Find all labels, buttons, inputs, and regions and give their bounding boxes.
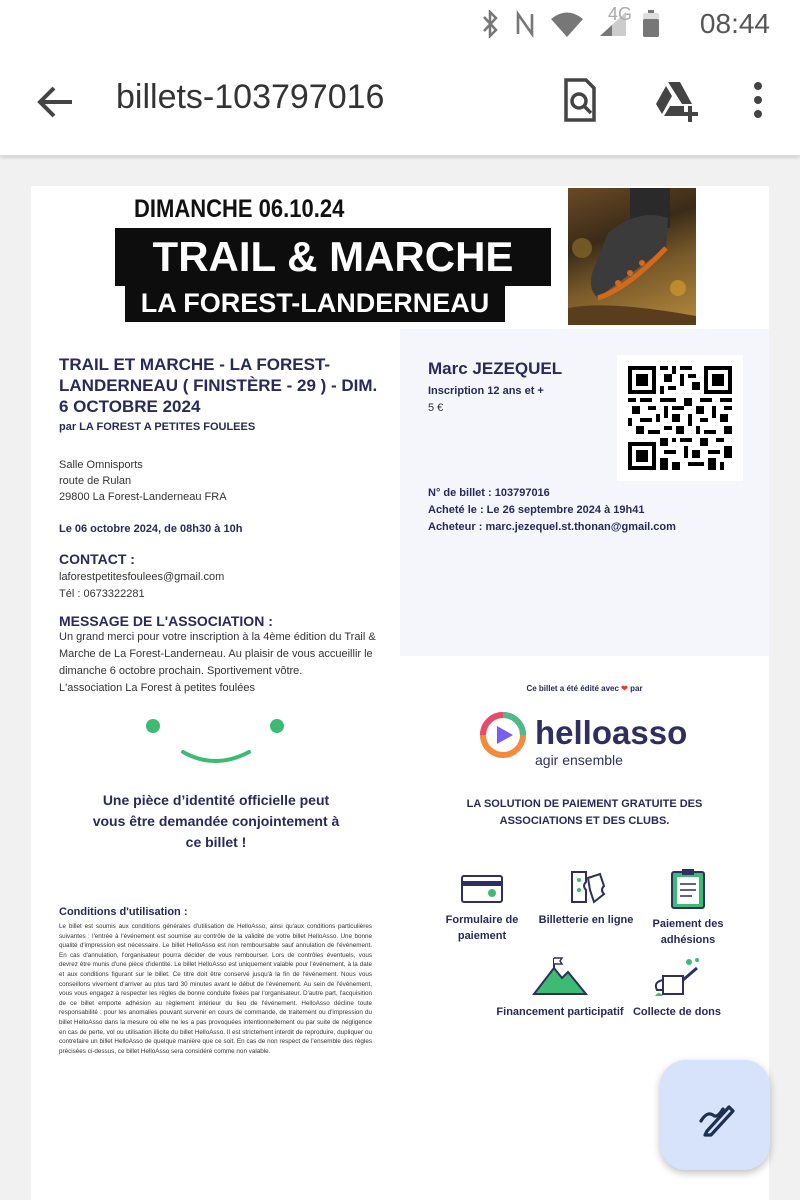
- banner-headline: TRAIL & MARCHE: [115, 228, 551, 286]
- slogan-line: LA SOLUTION DE PAIEMENT GRATUITE DES: [466, 798, 703, 810]
- feature-label: Collecte de dons: [632, 1006, 722, 1018]
- helloasso-slogan: [400, 796, 769, 830]
- event-address: [59, 457, 379, 505]
- back-arrow-icon[interactable]: [34, 80, 78, 124]
- helloasso-name: helloasso: [535, 714, 688, 751]
- feature-ticketing: [531, 868, 641, 928]
- feature-label: Paiement des adhésions: [652, 918, 724, 946]
- status-icons: [480, 10, 660, 38]
- tickets-icon: [564, 868, 608, 906]
- mountain-flag-icon: [532, 956, 588, 998]
- app-bar: [0, 48, 800, 156]
- clock: 08:44: [699, 8, 770, 39]
- conditions-text: Le billet est soumis aux conditions générales d'utilisation de HelloAsso, ainsi qu'aux conditions particulières suivantes : l'entrée à l'événement est soumise au contrôle de la validité de votre billet HelloAsso. Une bonne qualité d'impression est nécessaire. Le billet HelloAsso est non remboursable sauf annulation de l'événement. En cas d'annulation, l'organisateur pourra décider de vous rembourser. Lors de contrôles éventuels, vous devrez être munis d'une pièce d'identité. Le billet HelloAsso est uniquement valable pour l'événement, à la date et aux conditions figurant sur le billet. Ce titre doit être conservé jusqu'à la fin de l'événement. Nous vous conseillons vivement d'arriver au plus tard 30 minutes avant le début de l'événement. Au sein de l'événement, vous vous engagez à respecter les règles de bonne conduite fixées par l'organisateur. D'autre part, l'acquisition de ce billet emporte adhésion au règlement intérieur du lieu de l'événement. HelloAsso décline toute responsabilité : pour les anomalies pouvant survenir en cours de commande, de traitement ou d'impression du billet HelloAsso dans la mesure où elle ne les a pas provoquées intentionnellement ou par suite de négligence en cas de perte, vol ou utilisation illicite du billet HelloAsso. Il est strictement interdit de reproduire, dupliquer ou contrefaire un billet HelloAsso de quelque manière que ce soit. En cas de non respect de l'ensemble des règles précisées ci-dessus, ce billet HelloAsso sera considéré comme non valable.: [59, 923, 372, 1055]
- edited-suffix: par: [630, 684, 643, 693]
- drive-add-icon[interactable]: [652, 76, 700, 124]
- event-organizer: par LA FOREST A PETITES FOULEES: [59, 421, 256, 433]
- message-body: Un grand merci pour votre inscription à la 4ème édition du Trail & Marche de La Forest-Landerneau. Au plaisir de vous accueillir le dimanche 6 octobre prochain. Sportivement vôtre.: [59, 631, 376, 677]
- nfc-icon: [514, 10, 536, 38]
- event-details: [59, 354, 379, 697]
- edited-with: [400, 684, 769, 693]
- feature-label: Billetterie en ligne: [538, 914, 634, 926]
- message-signature: L'association La Forest à petites foulées: [59, 682, 255, 694]
- credit-card-icon: [460, 868, 504, 906]
- wifi-icon: [550, 10, 584, 38]
- conditions-title: Conditions d'utilisation :: [59, 906, 188, 918]
- banner-location: LA FOREST-LANDERNEAU: [125, 284, 505, 322]
- event-banner: [31, 186, 769, 329]
- message-heading: MESSAGE DE L'ASSOCIATION :: [59, 613, 273, 629]
- watering-can-icon: [649, 956, 705, 998]
- smiley-illustration: [141, 710, 291, 770]
- annotate-fab[interactable]: [660, 1060, 770, 1170]
- ticket-info: [428, 485, 676, 536]
- feature-memberships: [633, 868, 743, 948]
- search-document-icon[interactable]: [556, 76, 604, 124]
- ticket-panel: [400, 329, 769, 687]
- slogan-line: ASSOCIATIONS ET DES CLUBS.: [499, 815, 670, 827]
- ticket-category: Inscription 12 ans et +: [428, 385, 544, 397]
- pen-draw-icon: [693, 1093, 737, 1137]
- ticket-purchase-date: Acheté le : Le 26 septembre 2024 à 19h41: [428, 504, 645, 516]
- banner-photo: [568, 188, 696, 325]
- id-notice: Une pièce d’identité officielle peut vous être demandée conjointement à ce billet !: [92, 792, 340, 850]
- helloasso-panel: [400, 656, 769, 1108]
- battery-icon: [642, 10, 660, 38]
- ticket-price: 5 €: [428, 402, 444, 414]
- edited-prefix: Ce billet a été édité avec: [526, 684, 619, 693]
- contact-phone[interactable]: Tél : 0673322281: [59, 588, 145, 600]
- status-bar: [0, 0, 800, 48]
- network-type: 4G: [607, 4, 632, 24]
- address-line: Salle Omnisports: [59, 459, 143, 471]
- feature-crowdfunding: [490, 956, 630, 1020]
- ticket-buyer: Acheteur : marc.jezequel.st.thonan@gmail.com: [428, 521, 676, 533]
- event-title: TRAIL ET MARCHE - LA FOREST-LANDERNEAU ( FINISTÈRE - 29 ) - DIM. 6 OCTOBRE 2024: [59, 355, 378, 416]
- ticket-number: N° de billet : 103797016: [428, 487, 550, 499]
- feature-label: Financement participatif: [496, 1006, 624, 1018]
- contact-heading: CONTACT :: [59, 551, 135, 567]
- address-line: route de Rulan: [59, 475, 132, 487]
- feature-payment-form: [427, 868, 537, 944]
- event-datetime: Le 06 octobre 2024, de 08h30 à 10h: [59, 523, 243, 535]
- document-title: billets-103797016: [116, 78, 385, 116]
- contact-email[interactable]: laforestpetitesfoulees@gmail.com: [59, 571, 225, 583]
- bluetooth-icon: [480, 10, 500, 38]
- feature-donations: [612, 956, 742, 1020]
- heart-icon: ❤: [621, 684, 628, 693]
- ticket-document: [31, 186, 769, 1200]
- address-line: 29800 La Forest-Landerneau FRA: [59, 491, 227, 503]
- more-vert-icon[interactable]: [736, 76, 784, 124]
- banner-date: DIMANCHE 06.10.24: [134, 194, 345, 223]
- helloasso-tagline: agir ensemble: [535, 752, 623, 768]
- helloasso-logo-icon: [480, 712, 526, 758]
- feature-label: Formulaire de paiement: [445, 914, 519, 942]
- clipboard-icon: [666, 868, 710, 910]
- ticket-holder: Marc JEZEQUEL: [428, 359, 563, 378]
- qr-code: [617, 355, 743, 481]
